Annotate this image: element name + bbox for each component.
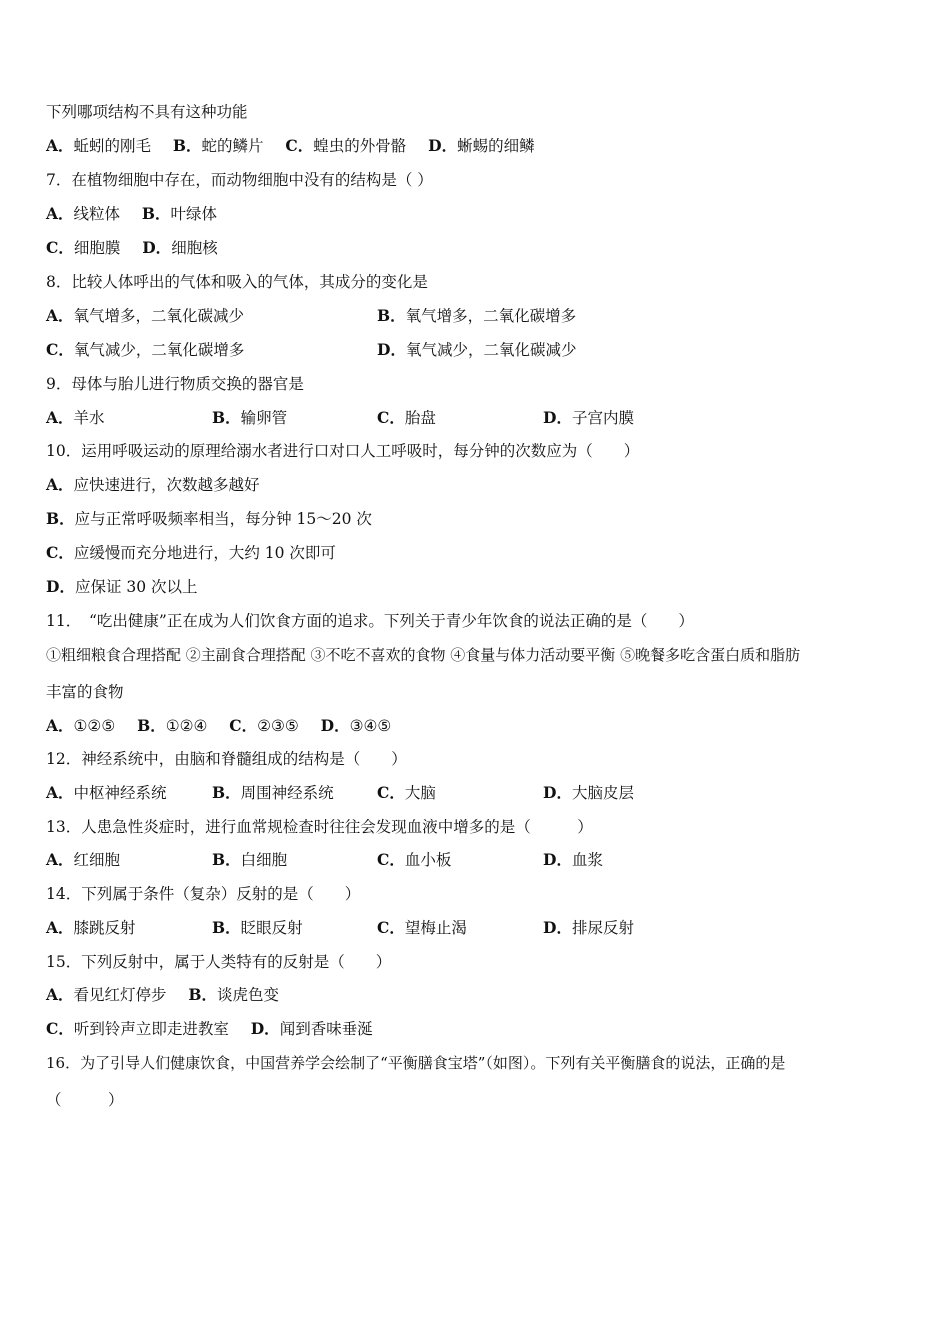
option-text: 排尿反射 [571, 919, 634, 937]
question-9-option-d [543, 408, 634, 428]
option-letter: D． [250, 1019, 280, 1038]
question-12-stem: 12．神经系统中，由脑和脊髓组成的结构是（ ） [46, 750, 407, 768]
question-10-option-a [46, 475, 260, 495]
question-15-options-row2 [46, 1019, 373, 1039]
question-13-option-c [377, 850, 451, 870]
option-text: ①②⑤ [73, 717, 116, 735]
option-letter: A． [46, 204, 74, 223]
option-letter: D． [543, 850, 572, 869]
question-9-option-b [212, 408, 287, 428]
option-text: 应与正常呼吸频率相当，每分钟 15～20 次 [74, 510, 372, 528]
question-13-option-d [543, 850, 603, 870]
option-text: 大脑皮层 [571, 784, 634, 802]
option-text: 氧气增多，二氧化碳增多 [405, 307, 577, 325]
option-text: 应缓慢而充分地进行，大约 10 次即可 [73, 544, 336, 562]
option-letter: C． [46, 238, 74, 257]
option-text: 看见红灯停步 [73, 986, 167, 1004]
option-letter: B． [141, 204, 171, 223]
question-12-option-d [543, 783, 634, 803]
option-letter: B． [137, 716, 166, 735]
question-7-options-row2 [46, 238, 218, 258]
option-letter: B． [212, 408, 241, 427]
option-letter: D． [428, 136, 458, 155]
option-letter: A． [46, 850, 74, 869]
question-15-stem: 15．下列反射中，属于人类特有的反射是（ ） [46, 953, 392, 971]
option-text: 应快速进行，次数越多越好 [73, 476, 260, 494]
question-6-intro: 下列哪项结构不具有这种功能 [46, 103, 248, 121]
option-letter: B． [212, 783, 241, 802]
option-letter: A． [46, 475, 74, 494]
option-letter: D． [320, 716, 350, 735]
option-text: 膝跳反射 [73, 919, 136, 937]
option-text: 叶绿体 [170, 205, 218, 223]
option-text: 大脑 [404, 784, 436, 802]
option-text: 输卵管 [240, 409, 288, 427]
question-8-option-d [377, 340, 576, 360]
question-10-option-c [46, 543, 336, 563]
option-text: 听到铃声立即走进教室 [73, 1020, 229, 1038]
question-13-option-a [46, 850, 120, 870]
option-text: 血浆 [571, 851, 603, 869]
option-letter: C． [46, 340, 74, 359]
question-12-option-b [212, 783, 334, 803]
option-text: 望梅止渴 [404, 919, 467, 937]
question-6-options [46, 136, 535, 156]
question-14-option-b [212, 918, 303, 938]
question-15-options-row1 [46, 985, 279, 1005]
question-8-stem: 8．比较人体呼出的气体和吸入的气体，其成分的变化是 [46, 273, 428, 291]
option-text: ③④⑤ [349, 717, 392, 735]
question-10-stem: 10．运用呼吸运动的原理给溺水者进行口对口人工呼吸时，每分钟的次数应为（ ） [46, 442, 640, 460]
option-text: 谈虎色变 [217, 986, 280, 1004]
question-8-option-a [46, 306, 244, 326]
option-text: 血小板 [404, 851, 452, 869]
question-7-stem: 7．在植物细胞中存在，而动物细胞中没有的结构是（ ） [46, 171, 433, 189]
question-8-option-c [46, 340, 244, 360]
option-letter: A． [46, 783, 74, 802]
question-8-option-b [377, 306, 576, 326]
option-letter: D． [543, 783, 572, 802]
option-text: 应保证 30 次以上 [74, 578, 198, 596]
question-11-stem: 11． “吃出健康”正在成为人们饮食方面的追求。下列关于青少年饮食的说法正确的是（ ） [46, 612, 694, 630]
option-text: 蜥蜴的细鳞 [457, 137, 535, 155]
option-text: 细胞膜 [73, 239, 121, 257]
option-text: 羊水 [73, 409, 105, 427]
option-text: 周围神经系统 [240, 784, 334, 802]
option-letter: B． [212, 850, 241, 869]
option-text: 闻到香味垂涎 [279, 1020, 373, 1038]
option-letter: A． [46, 716, 74, 735]
question-10-option-d [46, 577, 198, 597]
option-letter: C． [46, 1019, 74, 1038]
option-letter: A． [46, 918, 74, 937]
option-letter: B． [377, 306, 406, 325]
option-letter: A． [46, 985, 74, 1004]
question-7-options-row1 [46, 204, 217, 224]
option-text: 胎盘 [404, 409, 436, 427]
option-letter: C． [46, 543, 74, 562]
question-14-option-d [543, 918, 634, 938]
option-text: 蚯蚓的刚毛 [73, 137, 152, 155]
option-text: 红细胞 [73, 851, 121, 869]
option-letter: B． [188, 985, 218, 1004]
option-letter: C． [377, 408, 405, 427]
question-16-stem: 16．为了引导人们健康饮食，中国营养学会绘制了“平衡膳食宝塔”（如图）。下列有关平衡膳食的说法，正确的是 [46, 1054, 786, 1072]
question-11-options [46, 716, 391, 736]
option-letter: C． [285, 136, 314, 155]
question-14-option-a [46, 918, 136, 938]
option-letter: B． [46, 509, 75, 528]
option-letter: D． [142, 238, 172, 257]
option-text: 氧气减少，二氧化碳增多 [73, 341, 245, 359]
question-16-stem-cont: （ ） [46, 1091, 124, 1109]
option-letter: B． [172, 136, 202, 155]
option-letter: B． [212, 918, 241, 937]
question-12-option-a [46, 783, 167, 803]
question-11-items-cont: 丰富的食物 [46, 683, 124, 701]
option-text: ②③⑤ [257, 717, 299, 735]
option-letter: A． [46, 136, 74, 155]
option-letter: C． [377, 783, 405, 802]
question-13-stem: 13．人患急性炎症时，进行血常规检查时往往会发现血液中增多的是（ ） [46, 818, 593, 836]
option-letter: A． [46, 306, 74, 325]
question-10-option-b [46, 509, 372, 529]
option-letter: D． [46, 577, 75, 596]
option-text: 子宫内膜 [571, 409, 634, 427]
question-9-option-a [46, 408, 105, 428]
option-text: 白细胞 [240, 851, 288, 869]
question-11-items: ①粗细粮食合理搭配 ②主副食合理搭配 ③不吃不喜欢的食物 ④食量与体力活动要平衡 ⑤晚餐多吃含蛋白质和脂肪 [46, 646, 801, 664]
option-text: ①②④ [165, 717, 208, 735]
option-letter: D． [543, 408, 572, 427]
question-13-option-b [212, 850, 287, 870]
question-9-option-c [377, 408, 436, 428]
question-12-option-c [377, 783, 436, 803]
option-text: 氧气增多，二氧化碳减少 [73, 307, 245, 325]
option-letter: C． [377, 850, 405, 869]
option-text: 蝗虫的外骨骼 [313, 137, 407, 155]
question-9-stem: 9．母体与胎儿进行物质交换的器官是 [46, 375, 304, 393]
question-14-stem: 14．下列属于条件（复杂）反射的是（ ） [46, 885, 361, 903]
option-text: 线粒体 [73, 205, 121, 223]
option-text: 蛇的鳞片 [201, 137, 264, 155]
question-14-option-c [377, 918, 467, 938]
option-text: 中枢神经系统 [73, 784, 167, 802]
option-text: 眨眼反射 [240, 919, 303, 937]
option-letter: D． [543, 918, 572, 937]
option-letter: C． [377, 918, 405, 937]
option-text: 细胞核 [171, 239, 218, 257]
option-letter: D． [377, 340, 406, 359]
option-letter: A． [46, 408, 74, 427]
option-text: 氧气减少，二氧化碳减少 [405, 341, 577, 359]
option-letter: C． [229, 716, 258, 735]
